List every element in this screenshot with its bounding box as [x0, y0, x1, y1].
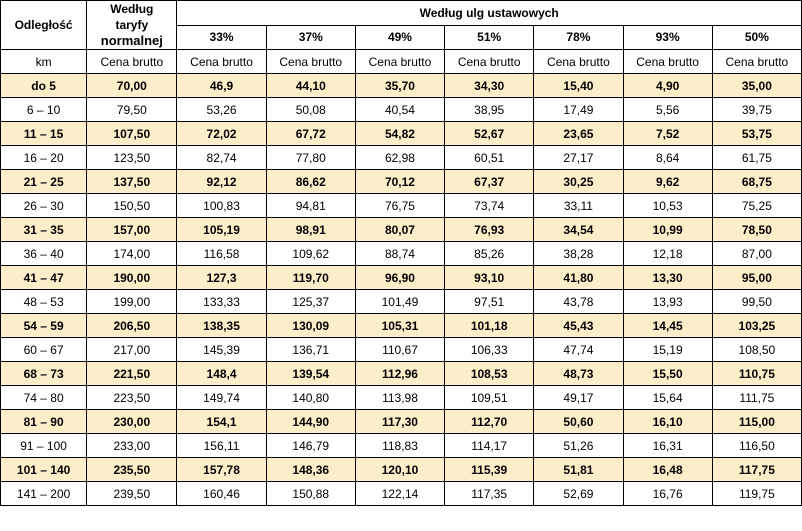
cell-37: 139,54	[266, 362, 355, 386]
cell-50: 78,50	[712, 218, 801, 242]
cell-93: 13,30	[623, 266, 712, 290]
cell-93: 4,90	[623, 74, 712, 98]
cell-78: 17,49	[534, 98, 623, 122]
cell-50: 75,25	[712, 194, 801, 218]
cell-49: 40,54	[355, 98, 444, 122]
cell-78: 49,17	[534, 386, 623, 410]
cell-93: 15,50	[623, 362, 712, 386]
cell-normal: 174,00	[87, 242, 177, 266]
cell-normal: 235,50	[87, 458, 177, 482]
table-row	[1, 170, 802, 194]
cell-49: 80,07	[355, 218, 444, 242]
table-row	[1, 458, 802, 482]
cell-51: 85,26	[445, 242, 534, 266]
cell-93: 15,64	[623, 386, 712, 410]
cell-33: 82,74	[177, 146, 266, 170]
cell-33: 72,02	[177, 122, 266, 146]
cell-49: 70,12	[355, 170, 444, 194]
cell-51: 52,67	[445, 122, 534, 146]
row-distance: 6 – 10	[1, 98, 87, 122]
cell-33: 148,4	[177, 362, 266, 386]
table-row	[1, 218, 802, 242]
cell-normal: 157,00	[87, 218, 177, 242]
header-unit-km: km	[1, 50, 87, 74]
cell-37: 50,08	[266, 98, 355, 122]
header-row-units	[1, 50, 802, 74]
cell-33: 149,74	[177, 386, 266, 410]
cell-78: 23,65	[534, 122, 623, 146]
cell-37: 67,72	[266, 122, 355, 146]
cell-33: 53,26	[177, 98, 266, 122]
cell-78: 41,80	[534, 266, 623, 290]
header-distance: Odległość	[1, 1, 87, 50]
cell-37: 148,36	[266, 458, 355, 482]
cell-78: 45,43	[534, 314, 623, 338]
cell-78: 30,25	[534, 170, 623, 194]
cell-37: 94,81	[266, 194, 355, 218]
header-discount-78: 78%	[534, 25, 623, 50]
cell-78: 47,74	[534, 338, 623, 362]
cell-51: 38,95	[445, 98, 534, 122]
header-price-50: Cena brutto	[712, 50, 801, 74]
cell-37: 150,88	[266, 482, 355, 506]
cell-50: 68,75	[712, 170, 801, 194]
row-distance: 36 – 40	[1, 242, 87, 266]
cell-50: 108,50	[712, 338, 801, 362]
cell-50: 103,25	[712, 314, 801, 338]
cell-50: 99,50	[712, 290, 801, 314]
cell-37: 44,10	[266, 74, 355, 98]
header-row-titles	[1, 1, 802, 26]
cell-50: 117,75	[712, 458, 801, 482]
cell-37: 98,91	[266, 218, 355, 242]
cell-normal: 107,50	[87, 122, 177, 146]
cell-37: 86,62	[266, 170, 355, 194]
cell-49: 54,82	[355, 122, 444, 146]
cell-93: 9,62	[623, 170, 712, 194]
header-discount-51: 51%	[445, 25, 534, 50]
cell-78: 51,81	[534, 458, 623, 482]
cell-37: 130,09	[266, 314, 355, 338]
cell-51: 117,35	[445, 482, 534, 506]
cell-78: 38,28	[534, 242, 623, 266]
cell-37: 77,80	[266, 146, 355, 170]
cell-93: 7,52	[623, 122, 712, 146]
row-distance: 81 – 90	[1, 410, 87, 434]
cell-normal: 221,50	[87, 362, 177, 386]
cell-51: 93,10	[445, 266, 534, 290]
cell-33: 154,1	[177, 410, 266, 434]
row-distance: 54 – 59	[1, 314, 87, 338]
table-row	[1, 434, 802, 458]
row-distance: 21 – 25	[1, 170, 87, 194]
cell-37: 125,37	[266, 290, 355, 314]
cell-51: 60,51	[445, 146, 534, 170]
row-distance: 101 – 140	[1, 458, 87, 482]
cell-49: 110,67	[355, 338, 444, 362]
cell-33: 133,33	[177, 290, 266, 314]
table-row	[1, 386, 802, 410]
cell-51: 112,70	[445, 410, 534, 434]
cell-33: 127,3	[177, 266, 266, 290]
cell-51: 108,53	[445, 362, 534, 386]
cell-50: 95,00	[712, 266, 801, 290]
cell-37: 136,71	[266, 338, 355, 362]
cell-normal: 223,50	[87, 386, 177, 410]
cell-51: 97,51	[445, 290, 534, 314]
cell-78: 52,69	[534, 482, 623, 506]
table-header	[1, 1, 802, 74]
cell-93: 16,48	[623, 458, 712, 482]
table-row	[1, 194, 802, 218]
cell-51: 106,33	[445, 338, 534, 362]
cell-78: 33,11	[534, 194, 623, 218]
cell-49: 96,90	[355, 266, 444, 290]
cell-49: 101,49	[355, 290, 444, 314]
cell-93: 16,31	[623, 434, 712, 458]
cell-49: 120,10	[355, 458, 444, 482]
table-row	[1, 242, 802, 266]
cell-49: 35,70	[355, 74, 444, 98]
cell-50: 110,75	[712, 362, 801, 386]
header-price-33: Cena brutto	[177, 50, 266, 74]
cell-49: 118,83	[355, 434, 444, 458]
cell-50: 35,00	[712, 74, 801, 98]
table-row	[1, 98, 802, 122]
row-distance: 16 – 20	[1, 146, 87, 170]
table-row	[1, 74, 802, 98]
cell-normal: 137,50	[87, 170, 177, 194]
cell-93: 8,64	[623, 146, 712, 170]
cell-33: 157,78	[177, 458, 266, 482]
table-row	[1, 314, 802, 338]
cell-51: 67,37	[445, 170, 534, 194]
header-price-78: Cena brutto	[534, 50, 623, 74]
header-discount-93: 93%	[623, 25, 712, 50]
cell-33: 160,46	[177, 482, 266, 506]
cell-78: 15,40	[534, 74, 623, 98]
row-distance: 26 – 30	[1, 194, 87, 218]
cell-normal: 239,50	[87, 482, 177, 506]
cell-50: 53,75	[712, 122, 801, 146]
cell-93: 5,56	[623, 98, 712, 122]
cell-50: 39,75	[712, 98, 801, 122]
cell-33: 156,11	[177, 434, 266, 458]
cell-51: 34,30	[445, 74, 534, 98]
header-price-93: Cena brutto	[623, 50, 712, 74]
cell-51: 109,51	[445, 386, 534, 410]
table-row	[1, 362, 802, 386]
row-distance: 68 – 73	[1, 362, 87, 386]
header-price-51: Cena brutto	[445, 50, 534, 74]
cell-50: 111,75	[712, 386, 801, 410]
cell-33: 116,58	[177, 242, 266, 266]
table-row	[1, 290, 802, 314]
cell-normal: 70,00	[87, 74, 177, 98]
cell-normal: 199,00	[87, 290, 177, 314]
cell-50: 116,50	[712, 434, 801, 458]
header-discount-49: 49%	[355, 25, 444, 50]
table-row	[1, 338, 802, 362]
cell-51: 115,39	[445, 458, 534, 482]
cell-33: 145,39	[177, 338, 266, 362]
cell-37: 140,80	[266, 386, 355, 410]
cell-49: 62,98	[355, 146, 444, 170]
cell-normal: 233,00	[87, 434, 177, 458]
cell-93: 14,45	[623, 314, 712, 338]
table-row	[1, 266, 802, 290]
cell-49: 112,96	[355, 362, 444, 386]
row-distance: 91 – 100	[1, 434, 87, 458]
header-discount-50: 50%	[712, 25, 801, 50]
cell-78: 43,78	[534, 290, 623, 314]
header-normal-line1: Według	[110, 2, 154, 16]
cell-37: 119,70	[266, 266, 355, 290]
table-body	[1, 74, 802, 506]
row-distance: 60 – 67	[1, 338, 87, 362]
cell-normal: 190,00	[87, 266, 177, 290]
cell-49: 88,74	[355, 242, 444, 266]
header-normal-tariff	[87, 1, 177, 50]
cell-50: 61,75	[712, 146, 801, 170]
cell-37: 144,90	[266, 410, 355, 434]
cell-49: 105,31	[355, 314, 444, 338]
cell-93: 16,10	[623, 410, 712, 434]
cell-93: 15,19	[623, 338, 712, 362]
cell-78: 34,54	[534, 218, 623, 242]
cell-93: 10,53	[623, 194, 712, 218]
header-statutory-discounts: Według ulg ustawowych	[177, 1, 802, 26]
cell-78: 27,17	[534, 146, 623, 170]
cell-93: 16,76	[623, 482, 712, 506]
cell-49: 76,75	[355, 194, 444, 218]
row-distance: 11 – 15	[1, 122, 87, 146]
cell-37: 146,79	[266, 434, 355, 458]
row-distance: 48 – 53	[1, 290, 87, 314]
table-row	[1, 410, 802, 434]
cell-normal: 150,50	[87, 194, 177, 218]
table-row	[1, 146, 802, 170]
header-normal-line2: taryfy	[115, 18, 149, 32]
cell-37: 109,62	[266, 242, 355, 266]
table-row	[1, 482, 802, 506]
cell-33: 46,9	[177, 74, 266, 98]
table-row	[1, 122, 802, 146]
header-price-normal: Cena brutto	[87, 50, 177, 74]
cell-93: 13,93	[623, 290, 712, 314]
cell-normal: 230,00	[87, 410, 177, 434]
cell-33: 92,12	[177, 170, 266, 194]
cell-51: 101,18	[445, 314, 534, 338]
cell-78: 51,26	[534, 434, 623, 458]
header-discount-33: 33%	[177, 25, 266, 50]
cell-49: 113,98	[355, 386, 444, 410]
cell-78: 48,73	[534, 362, 623, 386]
cell-normal: 123,50	[87, 146, 177, 170]
cell-normal: 206,50	[87, 314, 177, 338]
row-distance: 141 – 200	[1, 482, 87, 506]
cell-50: 115,00	[712, 410, 801, 434]
cell-normal: 217,00	[87, 338, 177, 362]
cell-93: 12,18	[623, 242, 712, 266]
cell-33: 138,35	[177, 314, 266, 338]
cell-50: 87,00	[712, 242, 801, 266]
cell-51: 76,93	[445, 218, 534, 242]
cell-78: 50,60	[534, 410, 623, 434]
cell-51: 114,17	[445, 434, 534, 458]
row-distance: do 5	[1, 74, 87, 98]
cell-49: 117,30	[355, 410, 444, 434]
cell-93: 10,99	[623, 218, 712, 242]
header-normal-line3: normalnej	[100, 33, 163, 48]
cell-51: 73,74	[445, 194, 534, 218]
cell-normal: 79,50	[87, 98, 177, 122]
cell-49: 122,14	[355, 482, 444, 506]
header-price-49: Cena brutto	[355, 50, 444, 74]
cell-33: 105,19	[177, 218, 266, 242]
cell-33: 100,83	[177, 194, 266, 218]
header-discount-37: 37%	[266, 25, 355, 50]
row-distance: 74 – 80	[1, 386, 87, 410]
cell-50: 119,75	[712, 482, 801, 506]
header-price-37: Cena brutto	[266, 50, 355, 74]
row-distance: 41 – 47	[1, 266, 87, 290]
row-distance: 31 – 35	[1, 218, 87, 242]
